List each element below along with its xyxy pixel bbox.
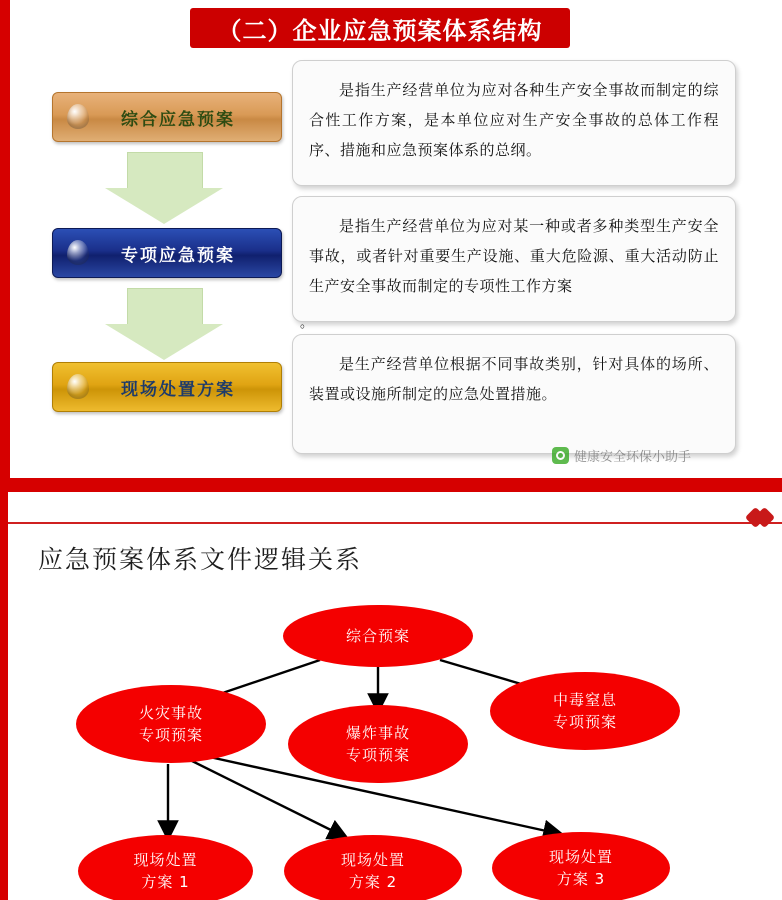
arrow-head (105, 324, 223, 360)
node-explosion-special-plan[interactable] (288, 705, 468, 783)
description-panel-onsite (292, 334, 736, 454)
arrow-stem (127, 152, 203, 189)
slide-title-banner (190, 8, 570, 48)
node-label: 火灾事故 专项预案 (138, 704, 203, 744)
water-drop-icon (67, 374, 89, 399)
node-onsite-plan-3[interactable] (492, 832, 670, 900)
node-label: 现场处置 方案 3 (548, 848, 613, 888)
node-label: 现场处置 方案 2 (340, 851, 405, 891)
down-arrow-2 (105, 288, 223, 362)
flow-box-onsite-plan[interactable] (52, 362, 282, 412)
bottom-slide (0, 492, 782, 900)
water-drop-icon (67, 240, 89, 265)
node-label: 现场处置 方案 1 (133, 851, 198, 891)
node-poisoning-special-plan[interactable] (490, 672, 680, 750)
flow-box-label: 专项应急预案 (121, 245, 235, 266)
bottom-slide-title: 应急预案体系文件逻辑关系 (38, 545, 363, 574)
watermark-text: 健康安全环保小助手 (574, 450, 692, 465)
flow-box-label: 现场处置方案 (121, 379, 235, 400)
node-fire-special-plan[interactable] (76, 685, 266, 763)
description-panel-comprehensive (292, 60, 736, 186)
description-text: 是生产经营单位根据不同事故类别，针对具体的场所、装置或设施所制定的应急处置措施。 (309, 355, 719, 403)
flow-box-special-plan[interactable] (52, 228, 282, 278)
node-onsite-plan-1[interactable] (78, 835, 253, 900)
slide-divider (0, 478, 782, 492)
flow-box-label: 综合应急预案 (121, 109, 235, 130)
node-onsite-plan-2[interactable] (284, 835, 462, 900)
wechat-logo-icon (552, 447, 569, 464)
description-panel-special-tail: 。 (300, 315, 314, 330)
arrow-head (105, 188, 223, 224)
node-label: 中毒窒息 专项预案 (552, 691, 617, 731)
down-arrow-1 (105, 152, 223, 226)
page-title: （二）企业应急预案体系结构 (217, 16, 543, 45)
description-text: 是指生产经营单位为应对各种生产安全事故而制定的综合性工作方案，是本单位应对生产安全事故的总体工作程序、措施和应急预案体系的总纲。 (309, 81, 719, 159)
description-text: 是指生产经营单位为应对某一种或者多种类型生产安全事故，或者针对重要生产设施、重大危险源、重大活动防止生产安全事故而制定的专项性工作方案 (309, 217, 719, 295)
node-comprehensive-plan[interactable] (283, 605, 473, 667)
node-label: 综合预案 (345, 627, 410, 645)
description-panel-special (292, 196, 736, 322)
left-red-accent-bar (0, 0, 10, 484)
water-drop-icon (67, 104, 89, 129)
node-label: 爆炸事故 专项预案 (345, 724, 410, 764)
watermark (552, 446, 691, 465)
flow-box-comprehensive-plan[interactable] (52, 92, 282, 142)
arrow-stem (127, 288, 203, 325)
